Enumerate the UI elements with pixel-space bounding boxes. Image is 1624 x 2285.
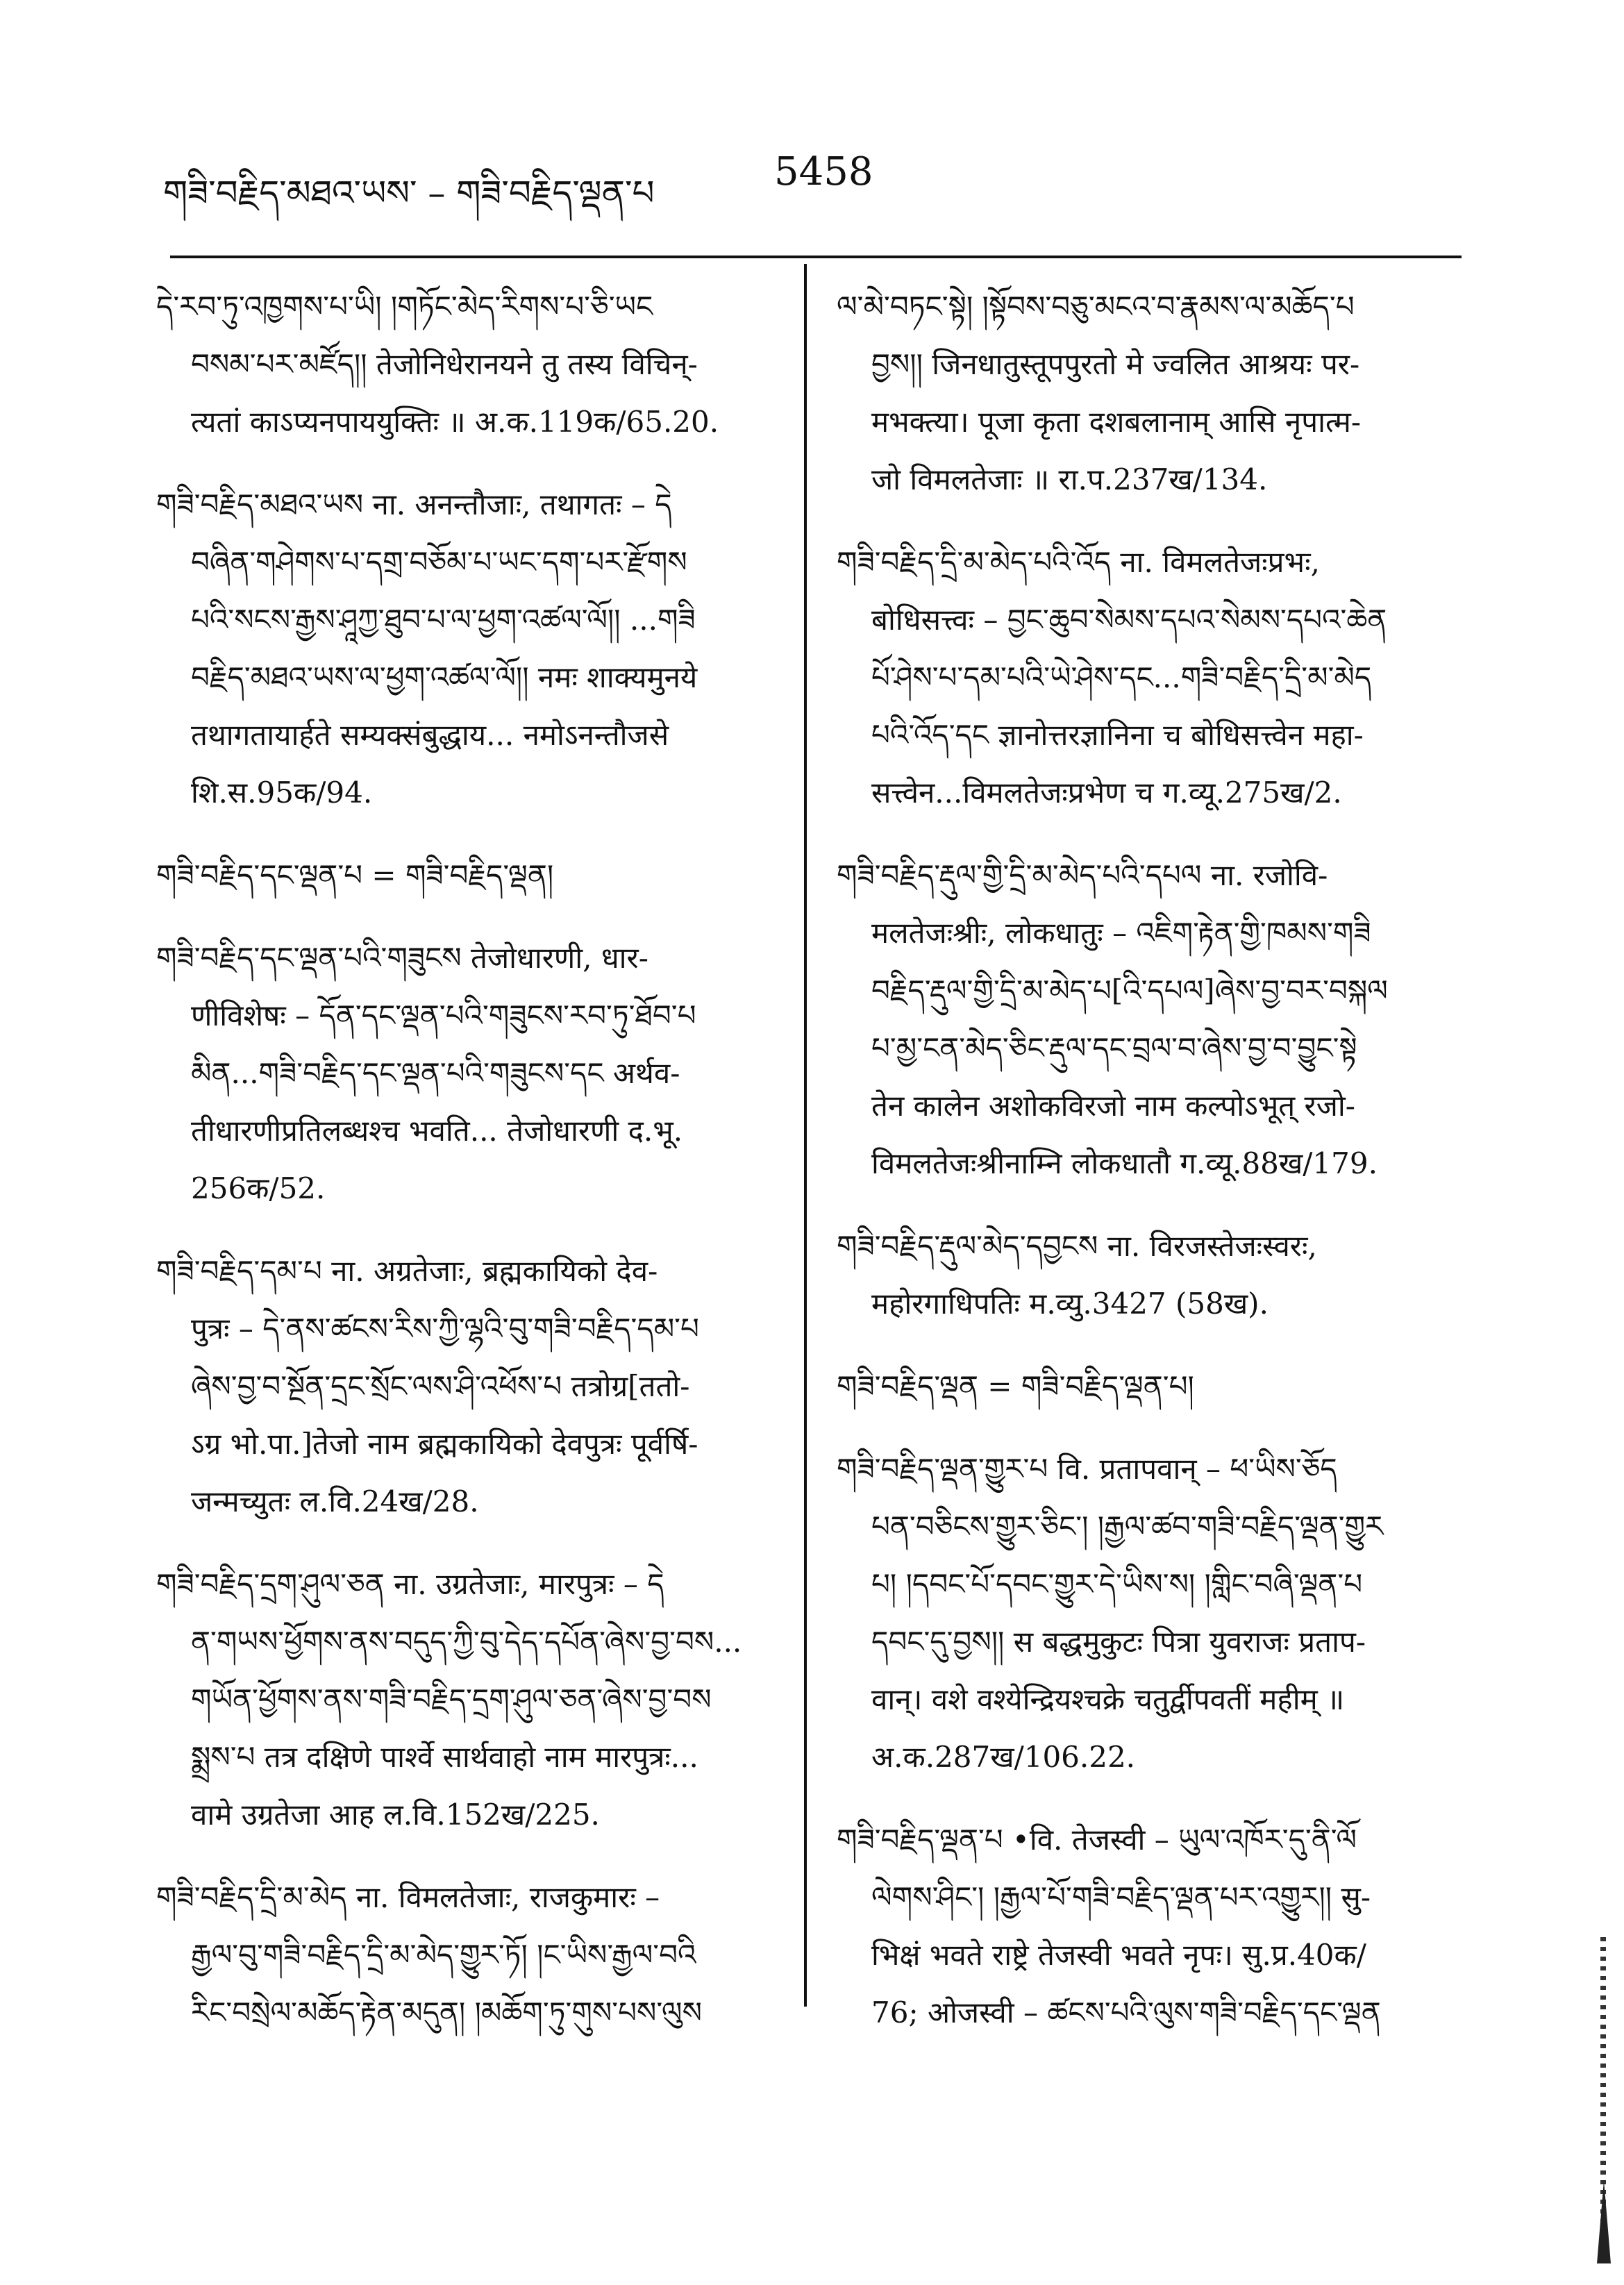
entry-line: त्यतां काऽप्यनपाययुक्तिः ॥ अ.क.119क/65.20. — [191, 405, 719, 439]
entry-line: བསམ་པར་མཛོད།། तेजोनिधेरानयने तु तस्य विचिन्- — [191, 347, 698, 381]
entry-line: पुत्रः – དེ་ནས་ཚངས་རིས་ཀྱི་ལྷའི་བུ་གཟི་བརྗིད་དམ་པ — [191, 1312, 699, 1346]
dictionary-entry — [837, 846, 1465, 1192]
entry-line: 256क/52. — [191, 1171, 326, 1205]
entry-headline: གཟི་བརྗིད་རྡུལ་གྱི་དྲི་མ་མེད་པའི་དཔལ ना. रजोवि- — [837, 858, 1328, 892]
entry-line: महोरगाधिपतिः म.व्यु.3427 (58ख). — [871, 1287, 1269, 1321]
entry-headline: གཟི་བརྗིད་ལྡན་པ •वि. तेजस्वी – ཡུལ་འཁོར་དུ་ནི་ལོ — [837, 1823, 1357, 1857]
entry-line: जो विमलतेजाः ॥ रा.प.237ख/134. — [871, 462, 1268, 496]
entry-line: 76; ओजस्वी – ཚངས་པའི་ལུས་གཟི་བརྗིད་དང་ལྡན — [871, 1995, 1381, 2029]
dictionary-entry — [837, 278, 1465, 508]
entry-headline: གཟི་བརྗིད་དྲི་མ་མེད ना. विमलतेजाः, राजकुमारः – — [156, 1880, 660, 1914]
running-head: གཟི་བརྗིད་མཐའ་ཡས་ – གཟི་བརྗིད་ལྡན་པ — [163, 173, 655, 213]
entry-headline: ལ་མེ་བཏང་སྟེ། །སྟོབས་བཅུ་མངའ་བ་རྣམས་ལ་མཆོད་པ — [837, 290, 1355, 324]
entry-line: དབང་དུ་བྱས།། स बद्धमुकुटः पित्रा युवराजः प्रताप- — [871, 1625, 1366, 1659]
left-column — [156, 278, 785, 2066]
entry-line: वामे उग्रतेजा आह ल.वि.152ख/225. — [191, 1798, 600, 1832]
entry-line: मभक्त्या। पूजा कृता दशबलानाम् आसि नृपात्म- — [871, 405, 1362, 439]
entry-line: པའི་འོད་དང ज्ञानोत्तरज्ञानिना च बोधिसत्त्वेन महा- — [871, 718, 1364, 752]
entry-line: विमलतेजःश्रीनाम्नि लोकधातौ ग.व्यू.88ख/179. — [871, 1146, 1378, 1180]
dictionary-entry — [156, 278, 785, 451]
entry-line: སྨྲས་པ तत्र दक्षिणे पार्श्वे सार्थवाहो नाम मारपुत्रः... — [191, 1740, 698, 1774]
dictionary-entry — [837, 1357, 1465, 1415]
entry-line: པ། །དབང་པོ་དབང་གྱུར་དེ་ཡིས་ས། །གླིང་བཞི་ལྡན་པ — [871, 1567, 1363, 1601]
entry-headline: གཟི་བརྗིད་མཐའ་ཡས ना. अनन्तौजाः, तथागतः – དེ — [156, 487, 672, 521]
header-rule — [170, 256, 1462, 258]
entry-headline: གཟི་བརྗིད་རྡུལ་མེད་དབྱངས ना. विरजस्तेजःस्वरः, — [837, 1229, 1317, 1263]
page-number: 5458 — [774, 149, 873, 194]
scan-edge-mark — [1597, 2180, 1611, 2263]
entry-line: तथागतायार्हते सम्यक्संबुद्धाय... नमोऽनन्तौजसे — [191, 718, 669, 752]
right-column — [837, 278, 1465, 2066]
dictionary-entry — [156, 1868, 785, 2041]
entry-line: तेन कालेन अशोकविरजो नाम कल्पोऽभूत् रजो- — [871, 1089, 1355, 1123]
column-divider — [804, 264, 807, 2007]
entry-line: मलतेजःश्रीः, लोकधातुः – འཇིག་རྟེན་གྱི་ཁམས་གཟི — [871, 916, 1371, 950]
dictionary-entry — [156, 1555, 785, 1843]
dictionary-entry — [837, 1440, 1465, 1786]
entry-line: མིན...གཟི་བརྗིད་དང་ལྡན་པའི་གཟུངས་དང अर्थव- — [191, 1056, 680, 1090]
entry-headline: དེ་རབ་ཏུ་འཁྱགས་པ་ཡི། །གཏོང་མེད་རིགས་པ་ཅི་ཡང — [156, 290, 653, 324]
dictionary-entry — [156, 929, 785, 1217]
entry-line: པན་བཅིངས་གྱུར་ཅིང་། །རྒྱལ་ཚབ་གཟི་བརྗིད་ལྡན་གྱུར — [871, 1509, 1384, 1543]
entry-line: རིང་བསྲེལ་མཆོད་རྟེན་མདུན། །མཆོག་ཏུ་གུས་པས་ལུས — [191, 1995, 702, 2029]
entry-line: གཡོན་ཕྱོགས་ནས་གཟི་བརྗིད་དྲག་ཤུལ་ཅན་ཞེས་བྱ་བས — [191, 1682, 712, 1716]
entry-headline: གཟི་བརྗིད་དང་ལྡན་པ = གཟི་བརྗིད་ལྡན། — [156, 858, 554, 892]
dictionary-entry — [156, 1242, 785, 1530]
entry-line: ན་གཡས་ཕྱོགས་ནས་བདུད་ཀྱི་བུ་དེད་དཔོན་ཞེས་བྱ་བས... — [191, 1625, 742, 1659]
entry-line: པ་མྱ་ངན་མེད་ཅིང་རྡུལ་དང་བྲལ་བ་ཞེས་བྱ་བ་བྱུང་སྟེ — [871, 1031, 1357, 1065]
entry-line: बोधिसत्त्वः – བྱང་ཆུབ་སེམས་དཔའ་སེམས་དཔའ་ཆེན — [871, 603, 1387, 637]
entry-line: णीविशेषः – དོན་དང་ལྡན་པའི་གཟུངས་རབ་ཏུ་ཐོབ་པ — [191, 998, 696, 1032]
entry-line: तीधारणीप्रतिलब्धश्च भवति... तेजोधारणी द.भू. — [191, 1114, 683, 1148]
entry-headline: གཟི་བརྗིད་ལྡན = གཟི་བརྗིད་ལྡན་པ། — [837, 1369, 1194, 1403]
entry-headline: གཟི་བརྗིད་དང་ལྡན་པའི་གཟུངས तेजोधारणी, धार- — [156, 941, 648, 975]
entry-line: जन्मच्युतः ल.वि.24ख/28. — [191, 1484, 479, 1518]
dictionary-entry — [837, 1811, 1465, 2041]
page-header — [163, 149, 1462, 212]
entry-line: शि.स.95क/94. — [191, 776, 373, 810]
entry-line: རྒྱལ་བུ་གཟི་བརྗིད་དྲི་མ་མེད་གྱུར་ཏོ། །ང་ཡིས་རྒྱལ་བའི — [191, 1938, 696, 1972]
entry-line: सत्त्वेन...विमलतेजःप्रभेण च ग.व्यू.275ख/2. — [871, 776, 1342, 810]
entry-line: ལེགས་ཤིང་། །རྒྱལ་པོ་གཟི་བརྗིད་ལྡན་པར་འགྱུར།། सु- — [871, 1880, 1371, 1914]
entry-headline: གཟི་བརྗིད་ལྡན་གྱུར་པ वि. प्रतापवान् – ཕ་ཡིས་ཅོད — [837, 1452, 1337, 1486]
dictionary-entry — [156, 846, 785, 904]
dictionary-entry — [837, 1217, 1465, 1332]
entry-line: བརྗིད་མཐའ་ཡས་ལ་ཕྱག་འཚལ་ལོ།། नमः शाक्यमुनये — [191, 660, 698, 694]
entry-line: भिक्षं भवते राष्ट्रे तेजस्वी भवते नृपः। सु.प्र.40क/ — [871, 1938, 1366, 1972]
entry-line: अ.क.287ख/106.22. — [871, 1740, 1136, 1774]
entry-line: ཞེས་བྱ་བ་སྔོན་དྲང་སྲོང་ལས་ཤི་འཕོས་པ तत्रोग्र[ततो- — [191, 1369, 690, 1403]
entry-line: བརྗིད་རྡུལ་གྱི་དྲི་མ་མེད་པ[འི་དཔལ]ཞེས་བྱ་བར་བསྐལ — [871, 973, 1388, 1007]
entry-line: པའི་སངས་རྒྱས་ཤཱཀྱ་ཐུབ་པ་ལ་ཕྱག་འཚལ་ལོ།། ...གཟི — [191, 603, 696, 637]
entry-line: པོ་ཤེས་པ་དམ་པའི་ཡེ་ཤེས་དང...གཟི་བརྗིད་དྲི་མ་མེད — [871, 660, 1372, 694]
dictionary-entry — [156, 476, 785, 821]
entry-line: བྱས།། जिनधातुस्तूपपुरतो मे ज्वलित आश्रयः पर- — [871, 347, 1360, 381]
entry-headline: གཟི་བརྗིད་དམ་པ ना. अग्रतेजाः, ब्रह्मकायिको देव- — [156, 1254, 658, 1288]
entry-headline: གཟི་བརྗིད་དྲག་ཤུལ་ཅན ना. उग्रतेजाः, मारपुत्रः – དེ — [156, 1567, 664, 1601]
dictionary-entry — [837, 533, 1465, 821]
entry-headline: གཟི་བརྗིད་དྲི་མ་མེད་པའི་འོད ना. विमलतेजःप्रभः, — [837, 545, 1320, 579]
entry-line: བཞིན་གཤེགས་པ་དགྲ་བཅོམ་པ་ཡང་དག་པར་རྫོགས — [191, 545, 687, 579]
entry-line: वान्। वशे वश्येन्द्रियश्चक्रे चतुर्द्वीपवतीं महीम् ॥ — [871, 1682, 1345, 1716]
entry-line: ऽग्र भो.पा.]तेजो नाम ब्रह्मकायिको देवपुत्रः पूर्वर्षि- — [191, 1427, 698, 1461]
